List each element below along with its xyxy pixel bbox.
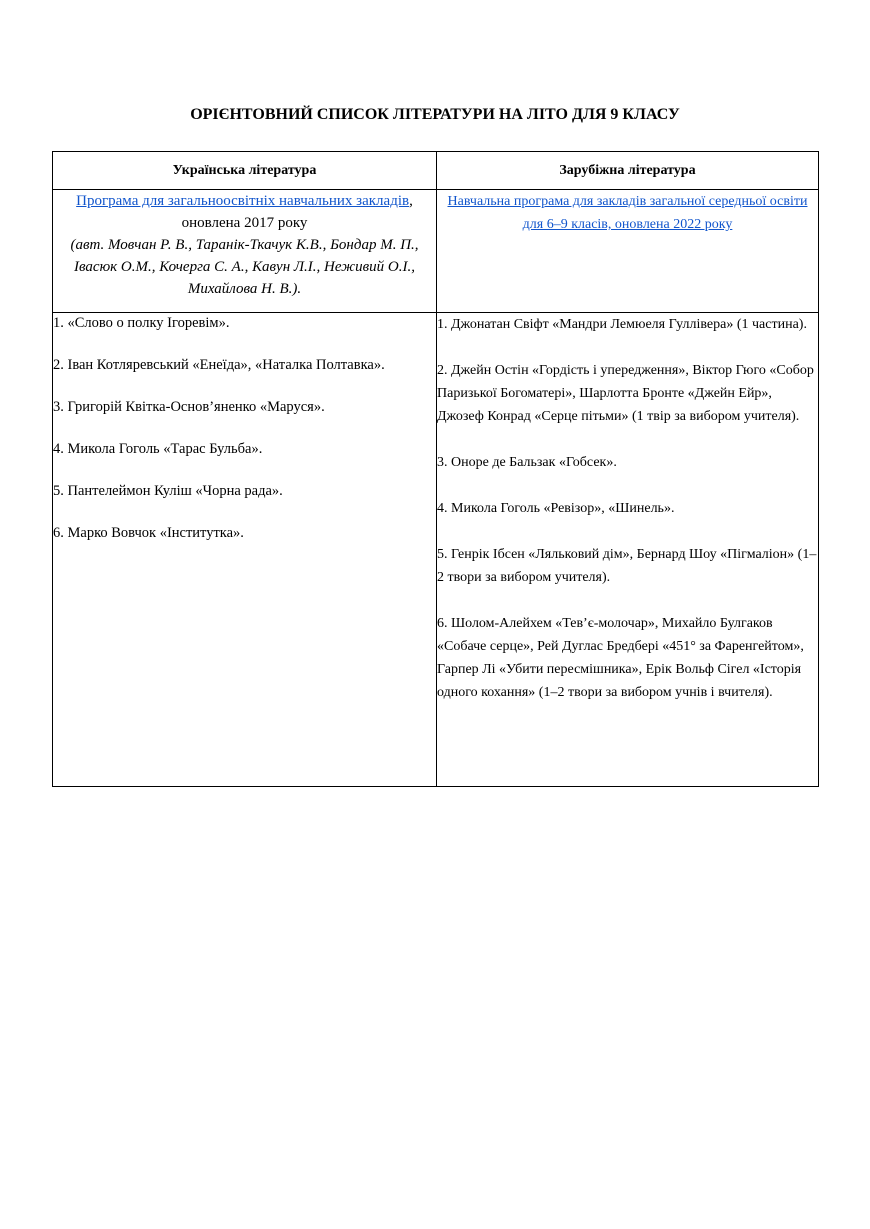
literature-table bbox=[52, 151, 819, 787]
ukrainian-program-link[interactable]: Програма для загальноосвітніх навчальних закладів bbox=[76, 193, 410, 209]
list-item: 1. Джонатан Свіфт «Мандри Лемюеля Гуллівера» (1 частина). bbox=[437, 317, 807, 332]
list-item: 3. Григорій Квітка-Основ’яненко «Маруся». bbox=[53, 399, 325, 415]
foreign-program-cell bbox=[437, 190, 819, 313]
program-row bbox=[53, 190, 819, 313]
list-item: 6. Марко Вовчок «Інститутка». bbox=[53, 525, 244, 541]
header-ukrainian-literature: Українська література bbox=[53, 152, 437, 190]
list-item: 1. «Слово о полку Ігоревім». bbox=[53, 315, 230, 331]
list-item: 5. Пантелеймон Куліш «Чорна рада». bbox=[53, 483, 283, 499]
book-list-row bbox=[53, 313, 819, 787]
list-item: 2. Джейн Остін «Гордість і упередження», Віктор Гюго «Собор Паризької Богоматері», Шарлотта Бронте «Джейн Ейр», Джозеф Конрад «Серце пітьми» (1 твір за вибором учителя). bbox=[437, 363, 814, 424]
list-item: 4. Микола Гоголь «Тарас Бульба». bbox=[53, 441, 263, 457]
foreign-book-list bbox=[437, 313, 819, 787]
ukrainian-program-cell bbox=[53, 190, 437, 313]
header-foreign-literature: Зарубіжна література bbox=[437, 152, 819, 190]
foreign-program-link[interactable]: Навчальна програма для закладів загальної середньої освіти для 6–9 класів, оновлена 2022 року bbox=[447, 194, 808, 232]
list-item: 5. Генрік Ібсен «Ляльковий дім», Бернард Шоу «Пігмаліон» (1–2 твори за вибором учителя). bbox=[437, 547, 817, 585]
list-item: 3. Оноре де Бальзак «Гобсек». bbox=[437, 455, 617, 470]
list-item: 4. Микола Гоголь «Ревізор», «Шинель». bbox=[437, 501, 675, 516]
list-item: 2. Іван Котляревський «Енеїда», «Наталка Полтавка». bbox=[53, 357, 385, 373]
program-updated-text: оновлена 2017 року bbox=[181, 215, 308, 231]
page-title: ОРІЄНТОВНИЙ СПИСОК ЛІТЕРАТУРИ НА ЛІТО ДЛЯ 9 КЛАСУ bbox=[190, 106, 680, 123]
table-header-row bbox=[53, 152, 819, 190]
list-item: 6. Шолом-Алейхем «Тев’є-молочар», Михайло Булгаков «Собаче серце», Рей Дуглас Бредбері «451° за Фаренгейтом», Гарпер Лі «Убити пересмішника», Ерік Вольф Сігел «Історія одного кохання» (1–2 твори за вибором учнів і вчителя). bbox=[437, 616, 804, 700]
program-authors: (авт. Мовчан Р. В., Таранік-Ткачук К.В., Бондар М. П., Івасюк О.М., Кочерга С. А., Кавун Л.І., Неживий О.І., Михайлова Н. В.). bbox=[70, 237, 419, 297]
program-link-comma: , bbox=[409, 193, 413, 209]
ukrainian-book-list bbox=[53, 313, 437, 787]
